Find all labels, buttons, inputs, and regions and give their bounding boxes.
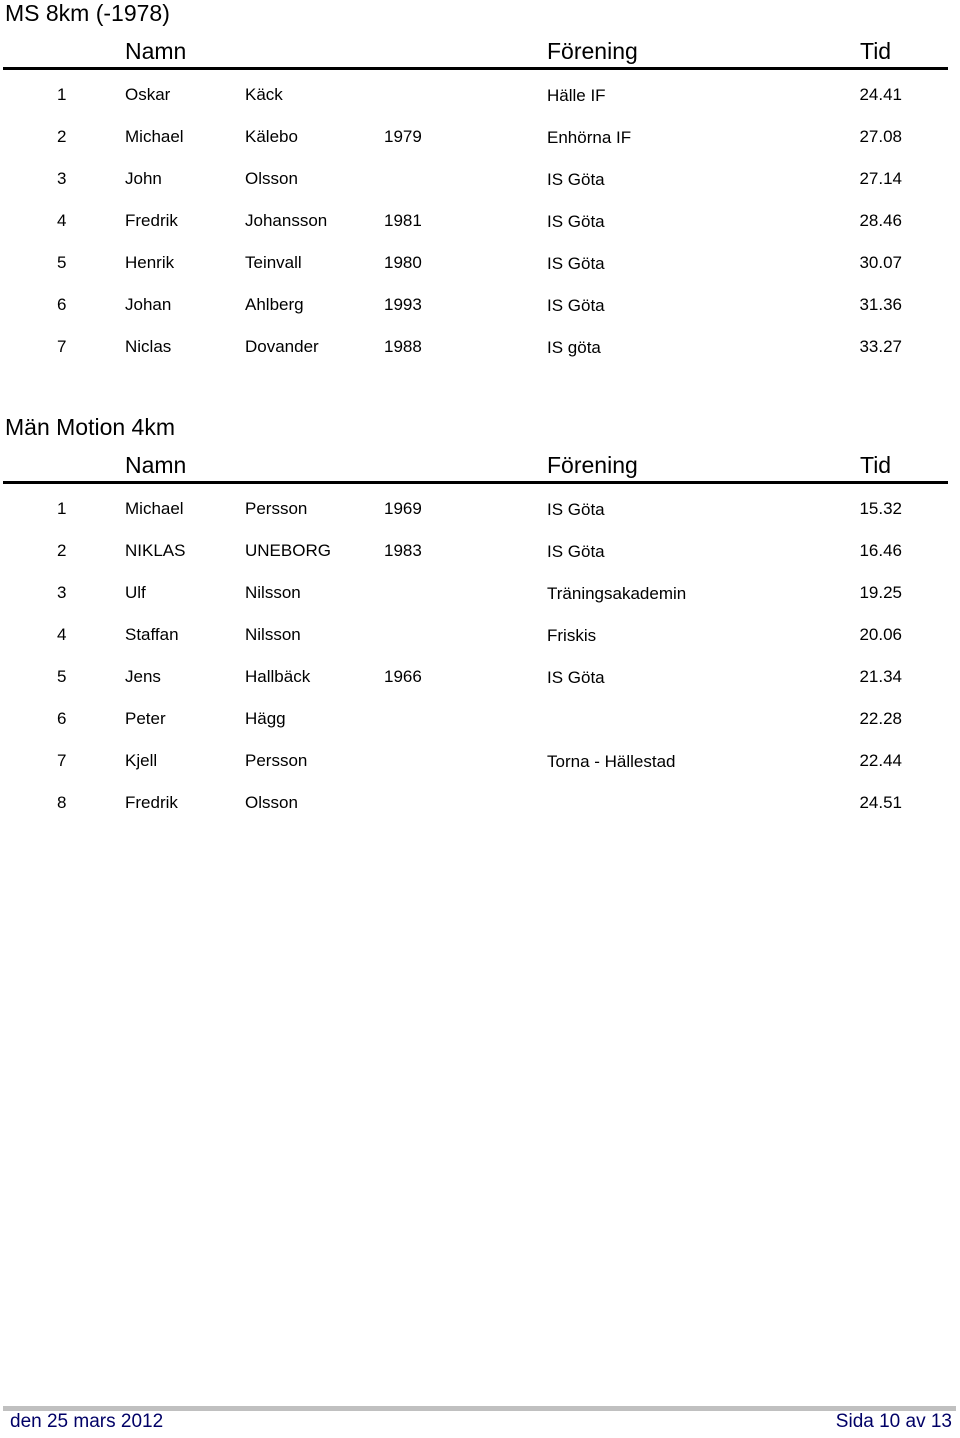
time-cell: 22.28 [859, 709, 902, 728]
position-cell: 3 [57, 583, 67, 602]
first-name-cell: Fredrik [125, 211, 178, 230]
table-row [0, 750, 960, 792]
time-cell: 20.06 [859, 625, 902, 644]
table-row [0, 498, 960, 540]
table-row [0, 168, 960, 210]
table-row [0, 666, 960, 708]
time-cell: 33.27 [859, 337, 902, 356]
birth-year-cell: 1980 [384, 253, 422, 272]
table-row [0, 294, 960, 336]
club-cell: Träningsakademin [547, 584, 687, 603]
table-row [0, 792, 960, 834]
position-cell: 7 [57, 337, 67, 356]
first-name-cell: Henrik [125, 253, 175, 272]
results-list [0, 498, 960, 834]
column-header-namn: Namn [125, 452, 187, 478]
club-cell: Hälle IF [547, 86, 606, 105]
section-title: Män Motion 4km [5, 414, 176, 440]
birth-year-cell: 1983 [384, 541, 422, 560]
first-name-cell: Oskar [125, 85, 171, 104]
birth-year-cell: 1979 [384, 127, 422, 146]
birth-year-cell: 1988 [384, 337, 422, 356]
last-name-cell: Ahlberg [245, 295, 304, 314]
table-row [0, 336, 960, 378]
last-name-cell: Persson [245, 499, 308, 518]
position-cell: 5 [57, 253, 67, 272]
first-name-cell: Jens [125, 667, 161, 686]
position-cell: 1 [57, 85, 67, 104]
first-name-cell: Niclas [125, 337, 172, 356]
position-cell: 3 [57, 169, 67, 188]
position-cell: 5 [57, 667, 67, 686]
column-header-tid: Tid [860, 38, 892, 64]
position-cell: 2 [57, 127, 67, 146]
header-divider [3, 67, 948, 70]
table-row [0, 540, 960, 582]
position-cell: 4 [57, 211, 67, 230]
time-cell: 15.32 [859, 499, 902, 518]
last-name-cell: Johansson [245, 211, 328, 230]
section-title: MS 8km (-1978) [5, 0, 170, 26]
last-name-cell: Teinvall [245, 253, 302, 272]
last-name-cell: Dovander [245, 337, 319, 356]
club-cell: IS göta [547, 338, 601, 357]
last-name-cell: UNEBORG [245, 541, 331, 560]
last-name-cell: Käck [245, 85, 283, 104]
position-cell: 1 [57, 499, 67, 518]
footer-date: den 25 mars 2012 [10, 1411, 164, 1432]
club-cell: IS Göta [547, 500, 605, 519]
column-header-forening: Förening [547, 38, 638, 64]
last-name-cell: Hallbäck [245, 667, 311, 686]
table-row [0, 708, 960, 750]
table-row [0, 126, 960, 168]
club-cell: IS Göta [547, 170, 605, 189]
first-name-cell: Peter [125, 709, 166, 728]
time-cell: 21.34 [859, 667, 902, 686]
last-name-cell: Persson [245, 751, 308, 770]
first-name-cell: Michael [125, 499, 184, 518]
birth-year-cell: 1966 [384, 667, 422, 686]
position-cell: 6 [57, 295, 67, 314]
club-cell: IS Göta [547, 254, 605, 273]
last-name-cell: Nilsson [245, 583, 301, 602]
time-cell: 31.36 [859, 295, 902, 314]
club-cell: IS Göta [547, 542, 605, 561]
first-name-cell: Michael [125, 127, 184, 146]
first-name-cell: Ulf [125, 583, 146, 602]
club-cell: Enhörna IF [547, 128, 632, 147]
club-cell: Torna - Hällestad [547, 752, 676, 771]
position-cell: 6 [57, 709, 67, 728]
table-row [0, 624, 960, 666]
table-row [0, 84, 960, 126]
time-cell: 22.44 [859, 751, 902, 770]
position-cell: 2 [57, 541, 67, 560]
time-cell: 24.41 [859, 85, 902, 104]
table-row [0, 252, 960, 294]
column-header-namn: Namn [125, 38, 187, 64]
first-name-cell: NIKLAS [125, 541, 186, 560]
club-cell: IS Göta [547, 212, 605, 231]
time-cell: 19.25 [859, 583, 902, 602]
footer-page-number: Sida 10 av 13 [835, 1411, 952, 1432]
time-cell: 24.51 [859, 793, 902, 812]
last-name-cell: Olsson [245, 169, 298, 188]
time-cell: 30.07 [859, 253, 902, 272]
time-cell: 16.46 [859, 541, 902, 560]
column-header-tid: Tid [860, 452, 892, 478]
time-cell: 27.14 [859, 169, 902, 188]
first-name-cell: John [125, 169, 162, 188]
last-name-cell: Hägg [245, 709, 286, 728]
results-list [0, 84, 960, 378]
position-cell: 4 [57, 625, 67, 644]
header-divider [3, 481, 948, 484]
position-cell: 7 [57, 751, 67, 770]
position-cell: 8 [57, 793, 67, 812]
first-name-cell: Fredrik [125, 793, 178, 812]
last-name-cell: Olsson [245, 793, 298, 812]
first-name-cell: Staffan [125, 625, 179, 644]
club-cell: IS Göta [547, 296, 605, 315]
column-header-forening: Förening [547, 452, 638, 478]
birth-year-cell: 1969 [384, 499, 422, 518]
last-name-cell: Kälebo [245, 127, 298, 146]
time-cell: 28.46 [859, 211, 902, 230]
first-name-cell: Johan [125, 295, 172, 314]
table-row [0, 210, 960, 252]
birth-year-cell: 1993 [384, 295, 422, 314]
time-cell: 27.08 [859, 127, 902, 146]
first-name-cell: Kjell [125, 751, 158, 770]
birth-year-cell: 1981 [384, 211, 422, 230]
club-cell: Friskis [547, 626, 597, 645]
club-cell: IS Göta [547, 668, 605, 687]
last-name-cell: Nilsson [245, 625, 301, 644]
table-row [0, 582, 960, 624]
